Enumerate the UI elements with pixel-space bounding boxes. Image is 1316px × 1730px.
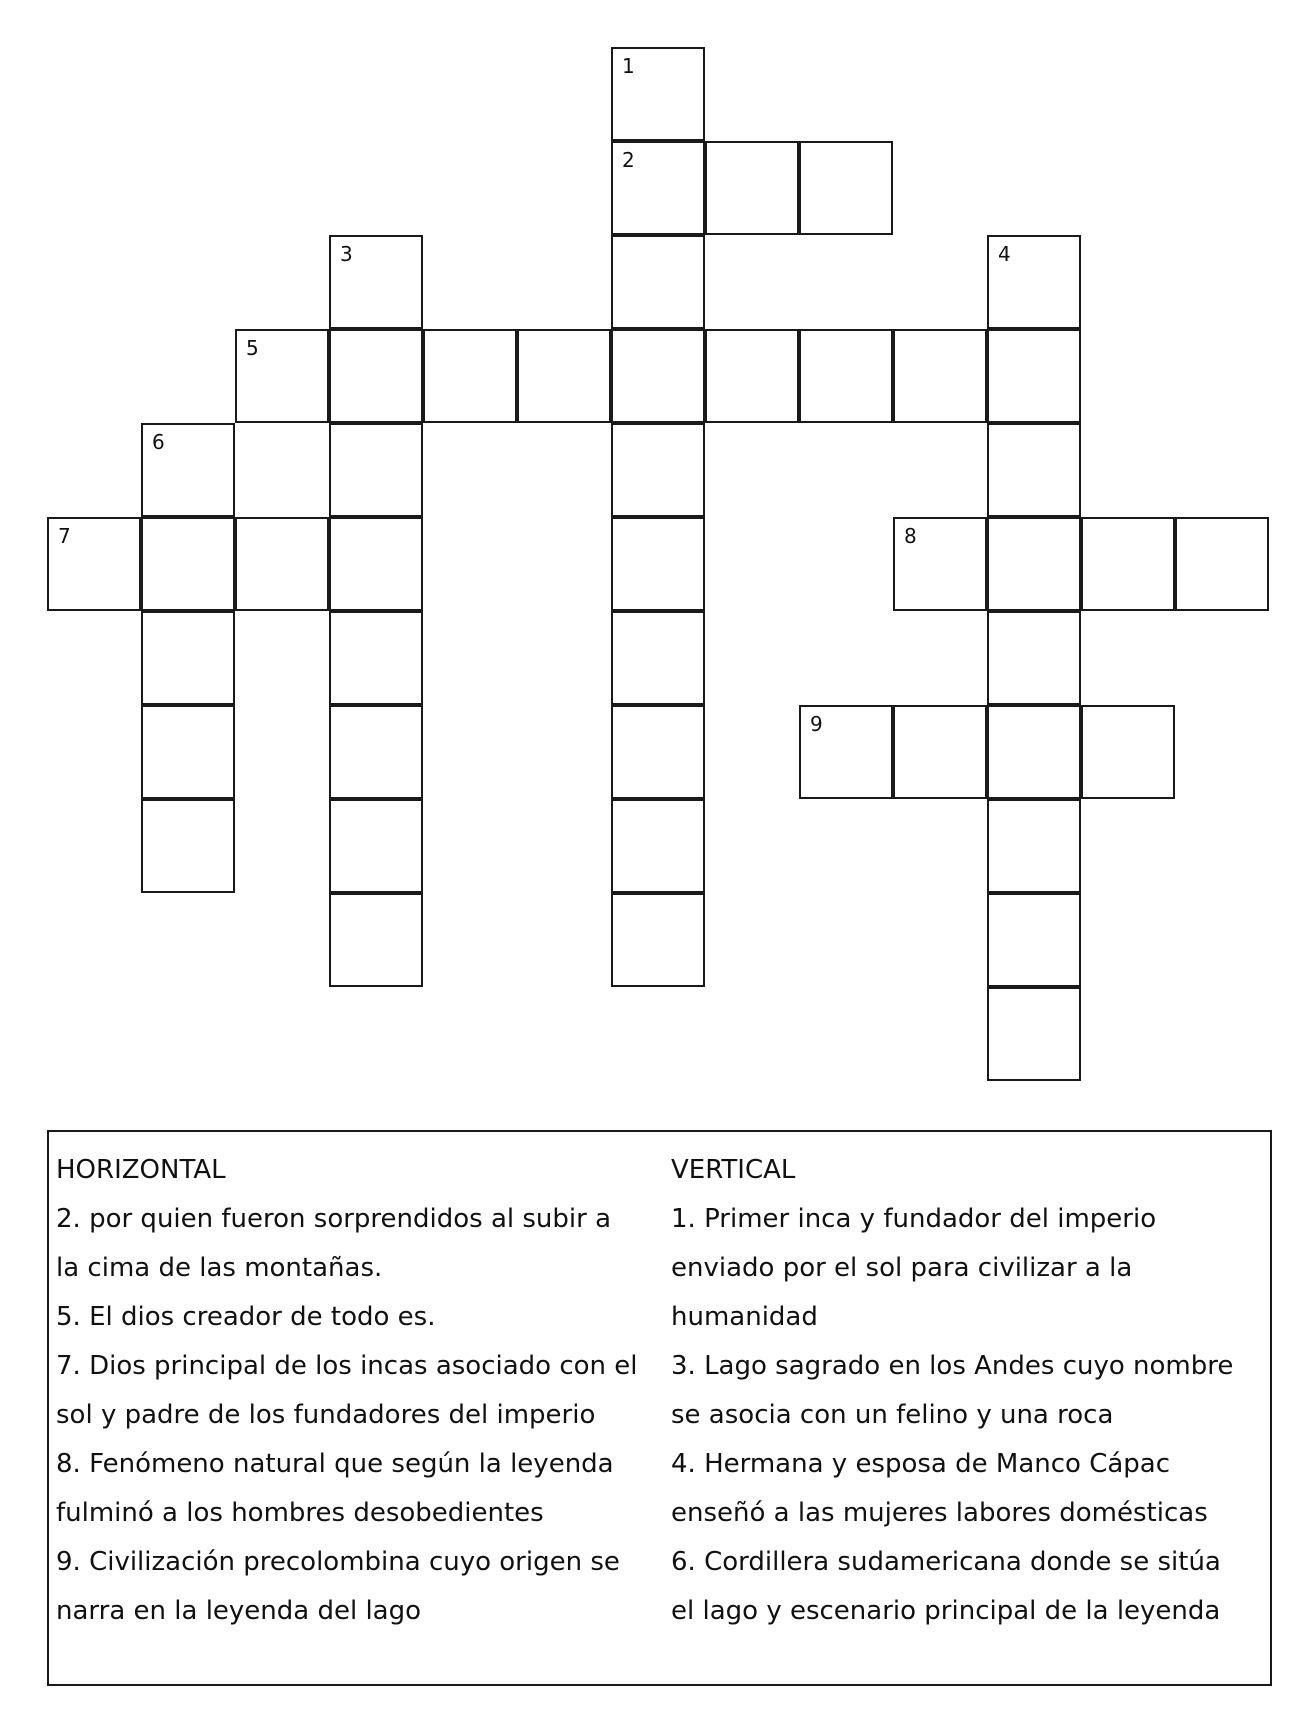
clue-number: 9 <box>810 712 823 736</box>
crossword-cell[interactable] <box>611 893 705 987</box>
clue-number: 7 <box>58 524 71 548</box>
crossword-cell[interactable] <box>611 705 705 799</box>
clue-v4-line2: enseñó a las mujeres labores domésticas <box>671 1498 1208 1528</box>
vertical-heading: VERTICAL <box>671 1155 796 1185</box>
crossword-cell[interactable] <box>47 517 141 611</box>
crossword-cell[interactable] <box>611 423 705 517</box>
crossword-cell[interactable] <box>611 235 705 329</box>
clue-h5-line1: 5. El dios creador de todo es. <box>56 1302 436 1332</box>
clue-h7-line2: sol y padre de los fundadores del imperio <box>56 1400 596 1430</box>
crossword-cell[interactable] <box>987 329 1081 423</box>
crossword-cell[interactable] <box>329 799 423 893</box>
crossword-cell[interactable] <box>799 705 893 799</box>
clue-v3-line1: 3. Lago sagrado en los Andes cuyo nombre <box>671 1351 1234 1381</box>
clue-number: 5 <box>246 336 259 360</box>
crossword-cell[interactable] <box>141 517 235 611</box>
crossword-cell[interactable] <box>235 517 329 611</box>
crossword-cell[interactable] <box>329 705 423 799</box>
clue-h7-line1: 7. Dios principal de los incas asociado con el <box>56 1351 638 1381</box>
crossword-cell[interactable] <box>611 329 705 423</box>
crossword-cell[interactable] <box>517 329 611 423</box>
crossword-cell[interactable] <box>987 893 1081 987</box>
crossword-cell[interactable] <box>1081 705 1175 799</box>
clues-box <box>47 1130 1272 1686</box>
crossword-cell[interactable] <box>987 611 1081 705</box>
crossword-cell[interactable] <box>987 987 1081 1081</box>
clue-h2-line1: 2. por quien fueron sorprendidos al subir a <box>56 1204 612 1234</box>
clue-v6-line2: el lago y escenario principal de la leyenda <box>671 1596 1221 1626</box>
crossword-cell[interactable] <box>329 611 423 705</box>
crossword-cell[interactable] <box>423 329 517 423</box>
crossword-cell[interactable] <box>611 47 705 141</box>
clue-number: 1 <box>622 54 635 78</box>
crossword-cell[interactable] <box>611 141 705 235</box>
clue-number: 2 <box>622 148 635 172</box>
crossword-cell[interactable] <box>329 329 423 423</box>
clue-number: 8 <box>904 524 917 548</box>
crossword-cell[interactable] <box>799 329 893 423</box>
crossword-cell[interactable] <box>987 517 1081 611</box>
crossword-cell[interactable] <box>141 705 235 799</box>
crossword-cell[interactable] <box>799 141 893 235</box>
crossword-cell[interactable] <box>141 799 235 893</box>
crossword-cell[interactable] <box>987 423 1081 517</box>
clue-v3-line2: se asocia con un felino y una roca <box>671 1400 1114 1430</box>
crossword-cell[interactable] <box>987 235 1081 329</box>
crossword-cell[interactable] <box>329 517 423 611</box>
clue-h8-line2: fulminó a los hombres desobedientes <box>56 1498 544 1528</box>
clue-v4-line1: 4. Hermana y esposa de Manco Cápac <box>671 1449 1171 1479</box>
clue-h9-line1: 9. Civilización precolombina cuyo origen se <box>56 1547 620 1577</box>
crossword-cell[interactable] <box>611 799 705 893</box>
clue-h8-line1: 8. Fenómeno natural que según la leyenda <box>56 1449 614 1479</box>
crossword-cell[interactable] <box>141 423 235 517</box>
crossword-cell[interactable] <box>987 705 1081 799</box>
crossword-cell[interactable] <box>329 235 423 329</box>
crossword-cell[interactable] <box>987 799 1081 893</box>
clue-h2-line2: la cima de las montañas. <box>56 1253 383 1283</box>
crossword-cell[interactable] <box>893 705 987 799</box>
horizontal-heading: HORIZONTAL <box>56 1155 226 1185</box>
crossword-cell[interactable] <box>329 893 423 987</box>
clue-number: 3 <box>340 242 353 266</box>
crossword-cell[interactable] <box>141 611 235 705</box>
crossword-cell[interactable] <box>329 423 423 517</box>
clue-v1-line3: humanidad <box>671 1302 818 1332</box>
crossword-cell[interactable] <box>893 329 987 423</box>
clue-v1-line2: enviado por el sol para civilizar a la <box>671 1253 1133 1283</box>
clue-v1-line1: 1. Primer inca y fundador del imperio <box>671 1204 1157 1234</box>
vertical-clues-column <box>671 1146 1271 1636</box>
horizontal-clues-column <box>56 1146 656 1636</box>
clue-h9-line2: narra en la leyenda del lago <box>56 1596 422 1626</box>
crossword-cell[interactable] <box>705 141 799 235</box>
clue-v6-line1: 6. Cordillera sudamericana donde se sitúa <box>671 1547 1221 1577</box>
crossword-cell[interactable] <box>1175 517 1269 611</box>
clue-number: 4 <box>998 242 1011 266</box>
crossword-cell[interactable] <box>1081 517 1175 611</box>
crossword-cell[interactable] <box>705 329 799 423</box>
crossword-cell[interactable] <box>611 611 705 705</box>
crossword-cell[interactable] <box>893 517 987 611</box>
clue-number: 6 <box>152 430 165 454</box>
crossword-cell[interactable] <box>611 517 705 611</box>
crossword-cell[interactable] <box>235 329 329 423</box>
